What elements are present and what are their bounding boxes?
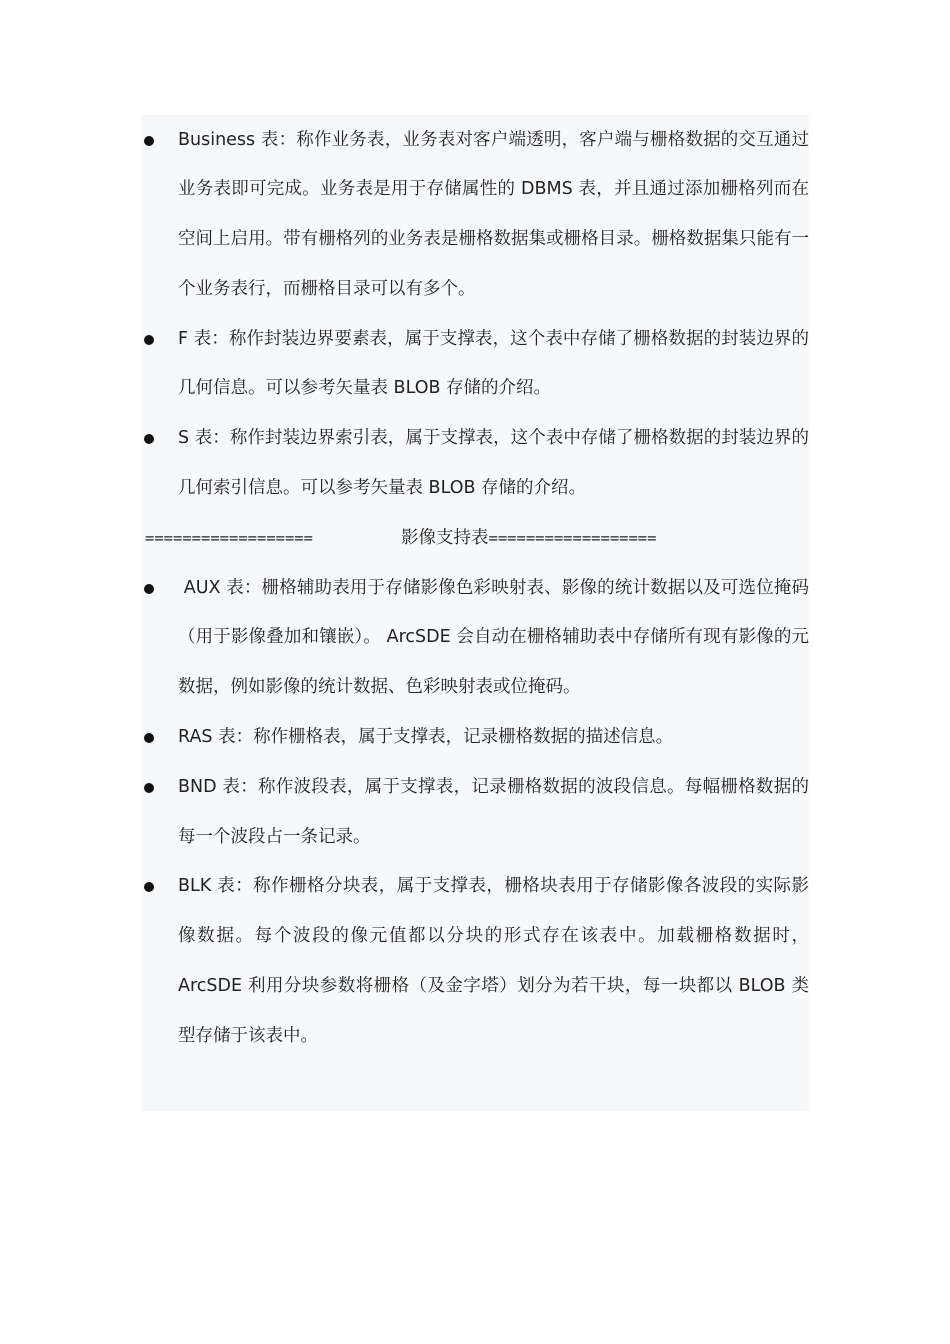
bullet-icon — [144, 783, 154, 793]
item-text: S 表：称作封装边界索引表，属于支撑表，这个表中存储了栅格数据的封装边界的几何索引信息。可以参考矢量表 BLOB 存储的介绍。 — [178, 428, 809, 499]
bullet-icon — [144, 335, 154, 345]
divider-rule-left: ================== — [145, 528, 313, 547]
list-item-ras-table — [141, 713, 809, 763]
item-text: BLK 表：称作栅格分块表，属于支撑表，栅格块表用于存储影像各波段的实际影像数据。每个波段的像元值都以分块的形式存在该表中。加载栅格数据时，ArcSDE 利用分块参数将栅格（及金字塔）划分为若干块，每一块都以 BLOB 类型存储于该表中。 — [178, 876, 809, 1046]
document-body — [141, 115, 809, 1062]
bullet-icon — [144, 882, 154, 892]
item-text: Business 表：称作业务表，业务表对客户端透明，客户端与栅格数据的交互通过业务表即可完成。业务表是用于存储属性的 DBMS 表，并且通过添加栅格列而在空间上启用。带有栅格列的业务表是栅格数据集或栅格目录。栅格数据集只能有一个业务表行，而栅格目录可以有多个。 — [178, 129, 809, 299]
section-heading: 影像支持表 — [401, 527, 489, 548]
item-text: BND 表：称作波段表，属于支撑表，记录栅格数据的波段信息。每幅栅格数据的每一个波段占一条记录。 — [178, 776, 809, 847]
bullet-icon — [144, 136, 154, 146]
bullet-icon — [144, 584, 154, 594]
item-text: F 表：称作封装边界要素表，属于支撑表，这个表中存储了栅格数据的封装边界的几何信息。可以参考矢量表 BLOB 存储的介绍。 — [178, 328, 809, 399]
bullet-icon — [144, 733, 154, 743]
list-item-aux-table — [141, 564, 809, 713]
item-text: AUX 表：栅格辅助表用于存储影像色彩映射表、影像的统计数据以及可选位掩码（用于影像叠加和镶嵌）。 ArcSDE 会自动在栅格辅助表中存储所有现有影像的元数据，例如影像的统计数据、色彩映射表或位掩码。 — [178, 577, 809, 698]
divider-rule-right: ================== — [488, 528, 657, 547]
list-item-bnd-table — [141, 763, 809, 863]
list-item-blk-table — [141, 862, 809, 1061]
list-item-f-table — [141, 315, 809, 415]
section-divider — [141, 514, 809, 564]
item-text: RAS 表：称作栅格表，属于支撑表，记录栅格数据的描述信息。 — [178, 727, 674, 748]
list-item-s-table — [141, 414, 809, 514]
bullet-icon — [144, 434, 154, 444]
list-item-business-table — [141, 116, 809, 315]
